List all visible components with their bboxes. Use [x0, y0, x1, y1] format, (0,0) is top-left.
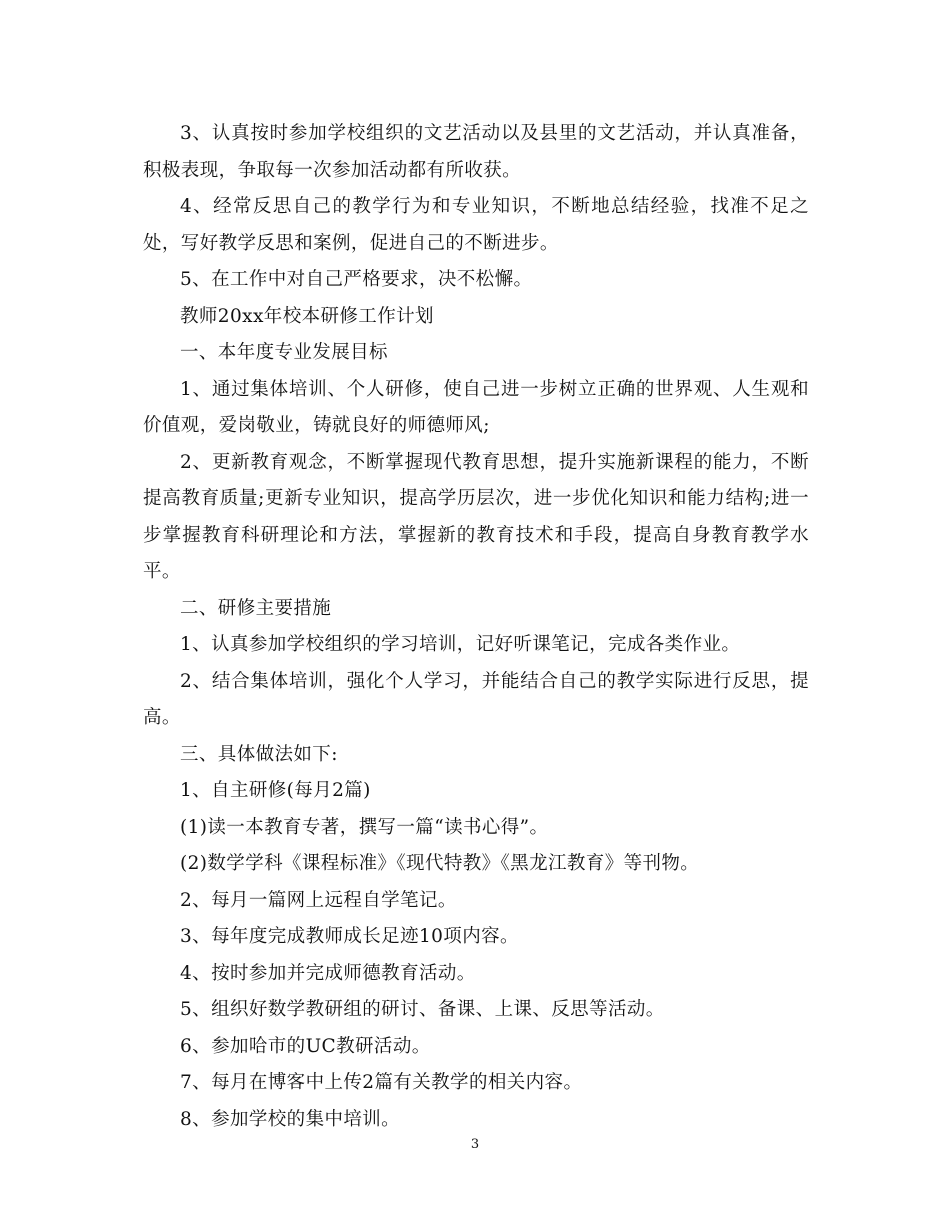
measure-item-1: 1、认真参加学校组织的学习培训，记好听课笔记，完成各类作业。	[180, 634, 741, 655]
paragraph-item-4-reflection: 4、经常反思自己的教学行为和专业知识，不断地总结经验，找准不足之处，写好教学反思和案例，促进自己的不断进步。	[143, 196, 809, 254]
measure-item-2: 2、结合集体培训，强化个人学习，并能结合自己的教学实际进行反思，提高。	[143, 670, 809, 728]
method-item-8: 8、参加学校的集中培训。	[180, 1108, 401, 1130]
method-item-3: 3、每年度完成教师成长足迹10项内容。	[180, 926, 519, 947]
page-number: 3	[470, 1137, 480, 1152]
paragraph-item-5-self-discipline: 5、在工作中对自己严格要求，决不松懈。	[180, 269, 533, 290]
document-body	[143, 116, 809, 1138]
goal-item-2: 2、更新教育观念，不断掌握现代教育思想，提升实施新课程的能力，不断提高教育质量;更新专业知识，提高学历层次，进一步优化知识和能力结构;进一步掌握教育科研理论和方法，掌握新的教育技术和手段，提高自身教育教学水平。	[143, 451, 809, 582]
heading-development-goals: 一、本年度专业发展目标	[180, 342, 388, 363]
method-subitem-2: (2)数学学科《课程标准》《现代特教》《黑龙江教育》等刊物。	[180, 853, 700, 874]
paragraph-item-3-literary-activities: 3、认真按时参加学校组织的文艺活动以及县里的文艺活动，并认真准备，积极表现，争取每一次参加活动都有所收获。	[143, 123, 809, 181]
method-item-2: 2、每月一篇网上远程自学笔记。	[180, 889, 457, 911]
method-subitem-1: (1)读一本教育专著，撰写一篇“读书心得”。	[180, 816, 549, 838]
method-item-1: 1、自主研修(每月2篇)	[180, 780, 371, 801]
method-item-7: 7、每月在博客中上传2篇有关教学的相关内容。	[180, 1072, 583, 1093]
method-item-4: 4、按时参加并完成师德教育活动。	[180, 962, 476, 984]
heading-main-measures: 二、研修主要措施	[180, 597, 332, 619]
method-item-5: 5、组织好数学教研组的研讨、备课、上课、反思等活动。	[180, 999, 665, 1020]
section-title-plan: 教师20xx年校本研修工作计划	[180, 305, 434, 327]
heading-specific-methods: 三、具体做法如下:	[180, 743, 338, 765]
method-item-6: 6、参加哈市的UC教研活动。	[180, 1035, 431, 1057]
goal-item-1: 1、通过集体培训、个人研修，使自己进一步树立正确的世界观、人生观和价值观，爱岗敬业，铸就良好的师德师风;	[143, 378, 809, 436]
